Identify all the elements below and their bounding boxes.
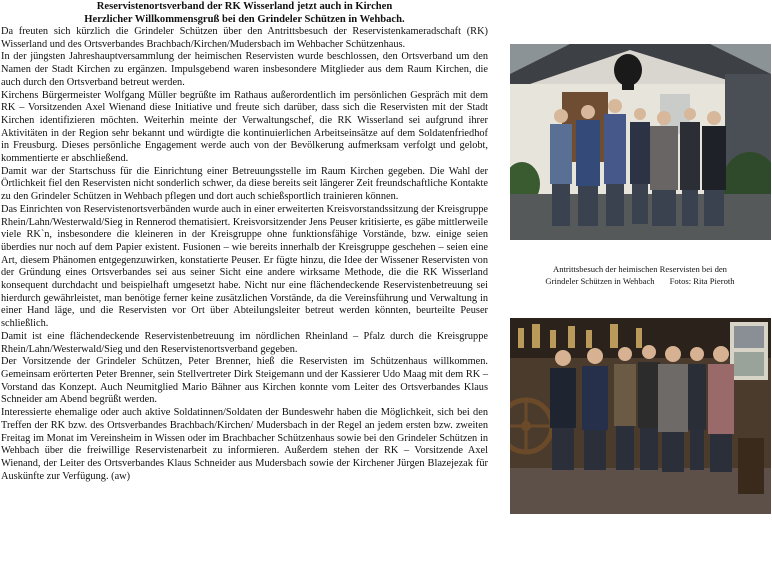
title-line-1: Reservistenortsverband der RK Wisserland jetzt auch in Kirchen — [96, 1, 393, 12]
paragraph: Der Vorsitzende der Grindeler Schützen, Peter Brenner, hieß die Reservisten im Schützenhaus willkommen. Gemeinsam erörterten Peter Brenner, sein Stellvertreter Dirk Steigemann und der Kassierer Udo Maag mit dem RK – Vorstand das Konzept. Auch Neumitglied Mario Bähner aus Kirchen konnte vom Leiter des Ortsverbandes Klaus Schneider am Abend begrüßt werden. — [1, 356, 488, 406]
title-line-2: Herzlicher Willkommensgruß bei den Grindeler Schützen in Wehbach. — [84, 14, 405, 25]
article-title — [1, 0, 488, 26]
paragraph: Interessierte ehemalige oder auch aktive Soldatinnen/Soldaten der Bundeswehr haben die Möglichkeit, sich bei den Treffen der RK bzw. des Ortsverbandes Brachbach/Kirchen/ Mudersbach in der Regel an jedem ersten bzw. zweiten Freitag im Monat im Vereinsheim in Wissen oder im Brachbacher Schützenhaus sowie bei den Grindeler Schützen in Wehbach über die freiwillige Reservistenarbeit zu informieren. Außerdem stehen der RK – Vorsitzende Axel Wienand, der Leiter des Ortsverbandes Klaus Schneider aus Mudersbach sowie der Kirchener Jürgen Blazejezak für Auskünfte zur Verfügung. (aw) — [1, 407, 488, 482]
paragraph: Da freuten sich kürzlich die Grindeler Schützen über den Antrittsbesuch der Reservistenkameradschaft (RK) Wisserland und des Ortsverbandes Brachbach/Kirchen/Mudersbach im Wehbacher Schützenhaus. — [1, 26, 488, 50]
photo-caption — [506, 264, 772, 287]
paragraph: Damit ist eine flächendeckende Reservistenbetreuung im nördlichen Rheinland – Pfalz durch die Kreisgruppe Rhein/Lahn/Westerwald/Sieg und den Reservistenortsverband gegeben. — [1, 330, 488, 355]
article-body — [1, 26, 488, 483]
paragraph: Kirchens Bürgermeister Wolfgang Müller begrüßte im Rathaus außerordentlich im persönlichen Gespräch mit dem RK – Vorsitzenden Axel Wienand diese Initiative und freute sich darüber, dass sich die Reservisten mit der Stadt Kirchen identifizieren möchten. Weiterhin meinte der Verwaltungschef, die RK Wisserland sei aufgrund ihrer Aktivitäten in der Region sehr bekannt und würdigte die kontinuierlichen Arbeitseinsätze auf dem Soldatenfriedhof in Freusburg. Dieses persönliche Engagement werde auch von der Bevölkerung aufmerksam verfolgt und gelobt, kommentierte er abschließend. — [1, 89, 488, 165]
photo-group-outdoor — [510, 44, 771, 240]
caption-line-1: Antrittsbesuch der heimischen Reservisten bei den — [553, 264, 727, 274]
photo-credit: Fotos: Rita Pieroth — [669, 275, 735, 286]
paragraph: Damit war der Startschuss für die Einrichtung einer Betreuungsstelle im Raum Kirchen gegeben. Die Wahl der Örtlichkeit fiel den Reservisten nicht sonderlich schwer, da diese bereits seit längerer Zeit freundschaftliche Kontakte zu den Grindeler Schützen in Wehbach pflegen und dort auch schießsportlich trainieren können. — [1, 165, 488, 203]
article — [1, 0, 488, 483]
caption-line-2-left: Grindeler Schützen in Wehbach — [545, 275, 655, 286]
photo-group-indoor — [510, 318, 771, 514]
paragraph: In der jüngsten Jahreshauptversammlung der heimischen Reservisten wurde beschlossen, den Ortsverband um den Namen der Stadt Kirchen zu ergänzen. Impulsgebend waren insbesondere Mitglieder aus dem Raum Kirchen, die auch durch den Ortsverband betreut werden. — [1, 51, 488, 88]
paragraph: Das Einrichten von Reservistenortsverbänden wurde auch in einer erweiterten Kreisvorstandssitzung der Kreisgruppe Rhein/Lahn/Westerwald/Sieg in Rennerod thematisiert. Kreisvorsitzender Jens Peuser kritisierte, es gäbe mittlerweile viele RK`n, insbesondere die kleineren in der Kreisgruppe ohne funktionsfähige Vorstände, bzw. einige seien überdies nur noch auf dem Papier existent. Fusionen – wie bereits innerhalb der Kreisgruppe geschehen – seien eine Art, diesem Phänomen entgegenzuwirken, konstatierte Peuser. Er fügte hinzu, die Idee der Wissener Reservisten von der Gründung eines Ortsverbandes sei aus seiner Sicht eine andere wirksame Methode, die die RK Wisserland konsequent durchdacht und beispielhaft umgesetzt habe. Nicht nur eine flächendeckende Reservistenbetreuung sei hierdurch gewährleistet, man benötige ferner keine zusätzlichen Vorstände, da die Vereinsführung und Verwaltung in einer Hand läge, und die Reservisten vor Ort über Abteilungsleiter betreut werden könnten, beurteilte Peuser schließlich. — [1, 203, 488, 330]
